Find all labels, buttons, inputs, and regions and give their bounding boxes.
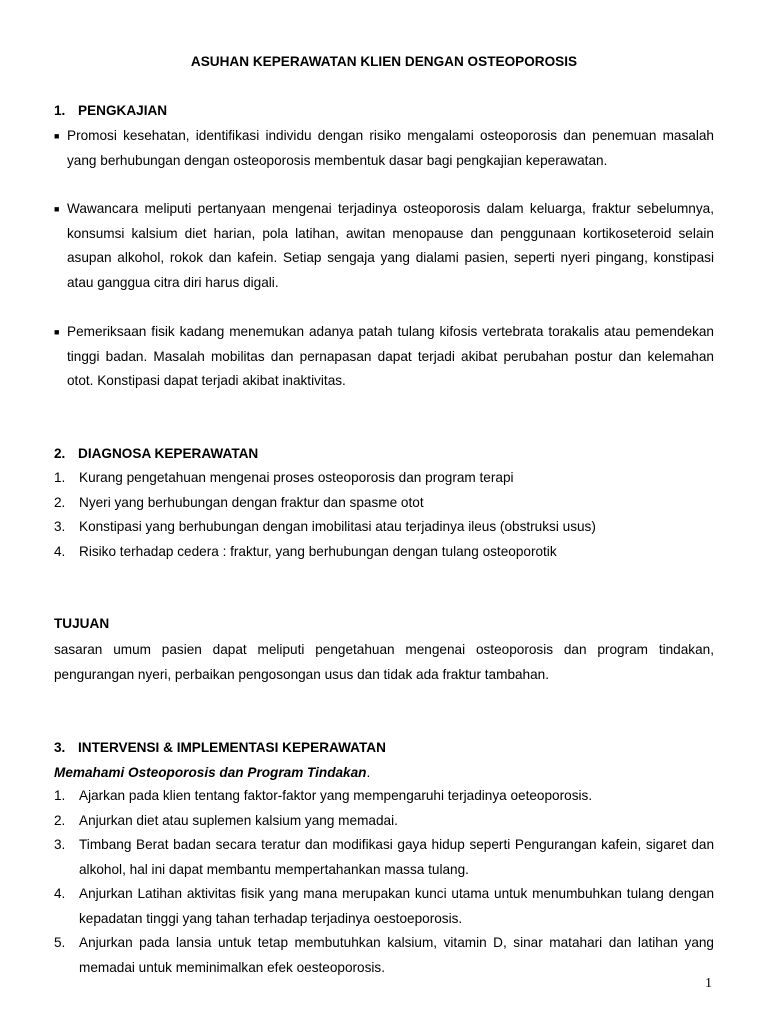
bullet-text: Promosi kesehatan, identifikasi individu dengan risiko mengalami osteoporosis dan penemuan masalah yang berhubungan dengan osteoporosis membentuk dasar bagi pengkajian keperawatan. [67,128,714,168]
list-item-text: Konstipasi yang berhubungan dengan imobilitasi atau terjadinya ileus (obstruksi usus) [79,519,596,534]
list-item [54,540,714,565]
bullet-item [54,320,714,394]
section-3-subheading [54,765,370,780]
page-number: 1 [705,976,712,991]
list-item [54,882,714,931]
section-1-heading [54,103,167,118]
section-2-heading [54,446,258,461]
list-item-number: 4. [54,886,66,901]
bullet-item [54,124,714,173]
list-item-text: Nyeri yang berhubungan dengan fraktur dan spasme otot [79,494,424,510]
bullet-text: Wawancara meliputi pertanyaan mengenai terjadinya osteoporosis dalam keluarga, fraktur sebelumnya, konsumsi kalsium diet harian, pola latihan, awitan menopause dan penggunaan kortikoseteroid selain asupan alkohol, rokok dan kafein. Setiap sengaja yang dialami pasien, seperti nyeri pingang, konstipasi atau ganggua citra diri harus digali. [67,201,714,290]
list-item-number: 3. [54,837,66,852]
tujuan-heading: TUJUAN [54,616,110,631]
intervensi-list [54,784,714,980]
section-1-title: PENGKAJIAN [78,103,168,118]
bullet-text: Pemeriksaan fisik kadang menemukan adanya patah tulang kifosis vertebrata torakalis atau pemendekan tinggi badan. Masalah mobilitas dan pernapasan dapat terjadi akibat perubahan postur dan kelemahan otot. Konstipasi dapat terjadi akibat inaktivitas. [67,324,714,388]
bullet-icon: ■ [54,204,60,214]
section-1-number: 1. [54,103,66,118]
section-2-number: 2. [54,446,66,461]
list-item [54,833,714,882]
list-item-number: 2. [54,812,66,828]
diagnosa-list [54,466,714,564]
list-item [54,809,714,834]
section-2-title: DIAGNOSA KEPERAWATAN [78,446,259,461]
list-item [54,931,714,980]
section-3-title: INTERVENSI & IMPLEMENTASI KEPERAWATAN [78,740,386,755]
list-item-text: Risiko terhadap cedera : fraktur, yang berhubungan dengan tulang osteoporotik [79,543,557,559]
list-item-number: 3. [54,519,66,534]
tujuan-paragraph: sasaran umum pasien dapat meliputi pengetahuan mengenai osteoporosis dan program tindakan, pengurangan nyeri, perbaikan pengosongan usus dan tidak ada fraktur tambahan. [54,642,714,682]
bullet-icon: ■ [54,327,60,337]
list-item [54,466,714,491]
list-item-number: 1. [54,788,66,803]
list-item [54,784,714,809]
bullet-item [54,197,714,295]
list-item-number: 2. [54,494,66,510]
subheading-text: Memahami Osteoporosis dan Program Tindakan [54,765,367,780]
document-title: ASUHAN KEPERAWATAN KLIEN DENGAN OSTEOPOROSIS [190,54,578,69]
section-3-number: 3. [54,740,66,755]
list-item-number: 4. [54,543,66,559]
section-3-heading [54,740,386,755]
bullet-icon: ■ [54,131,60,141]
list-item-text: Ajarkan pada klien tentang faktor-faktor yang mempengaruhi terjadinya oeteoporosis. [79,788,593,803]
list-item-text: Anjurkan pada lansia untuk tetap membutuhkan kalsium, vitamin D, sinar matahari dan latihan yang memadai untuk meminimalkan efek oesteoporosis. [79,935,714,975]
list-item-number: 1. [54,470,66,485]
list-item-text: Kurang pengetahuan mengenai proses osteoporosis dan program terapi [79,470,514,485]
list-item [54,515,714,540]
list-item [54,491,714,516]
list-item-text: Anjurkan diet atau suplemen kalsium yang memadai. [79,812,398,828]
list-item-text: Timbang Berat badan secara teratur dan modifikasi gaya hidup seperti Pengurangan kafein, sigaret dan alkohol, hal ini dapat membantu mempertahankan massa tulang. [79,837,714,877]
subheading-suffix: . [366,765,371,780]
list-item-number: 5. [54,935,66,950]
list-item-text: Anjurkan Latihan aktivitas fisik yang mana merupakan kunci utama untuk menumbuhkan tulang dengan kepadatan tinggi yang tahan terhadap terjadinya oestoeporosis. [79,886,714,926]
